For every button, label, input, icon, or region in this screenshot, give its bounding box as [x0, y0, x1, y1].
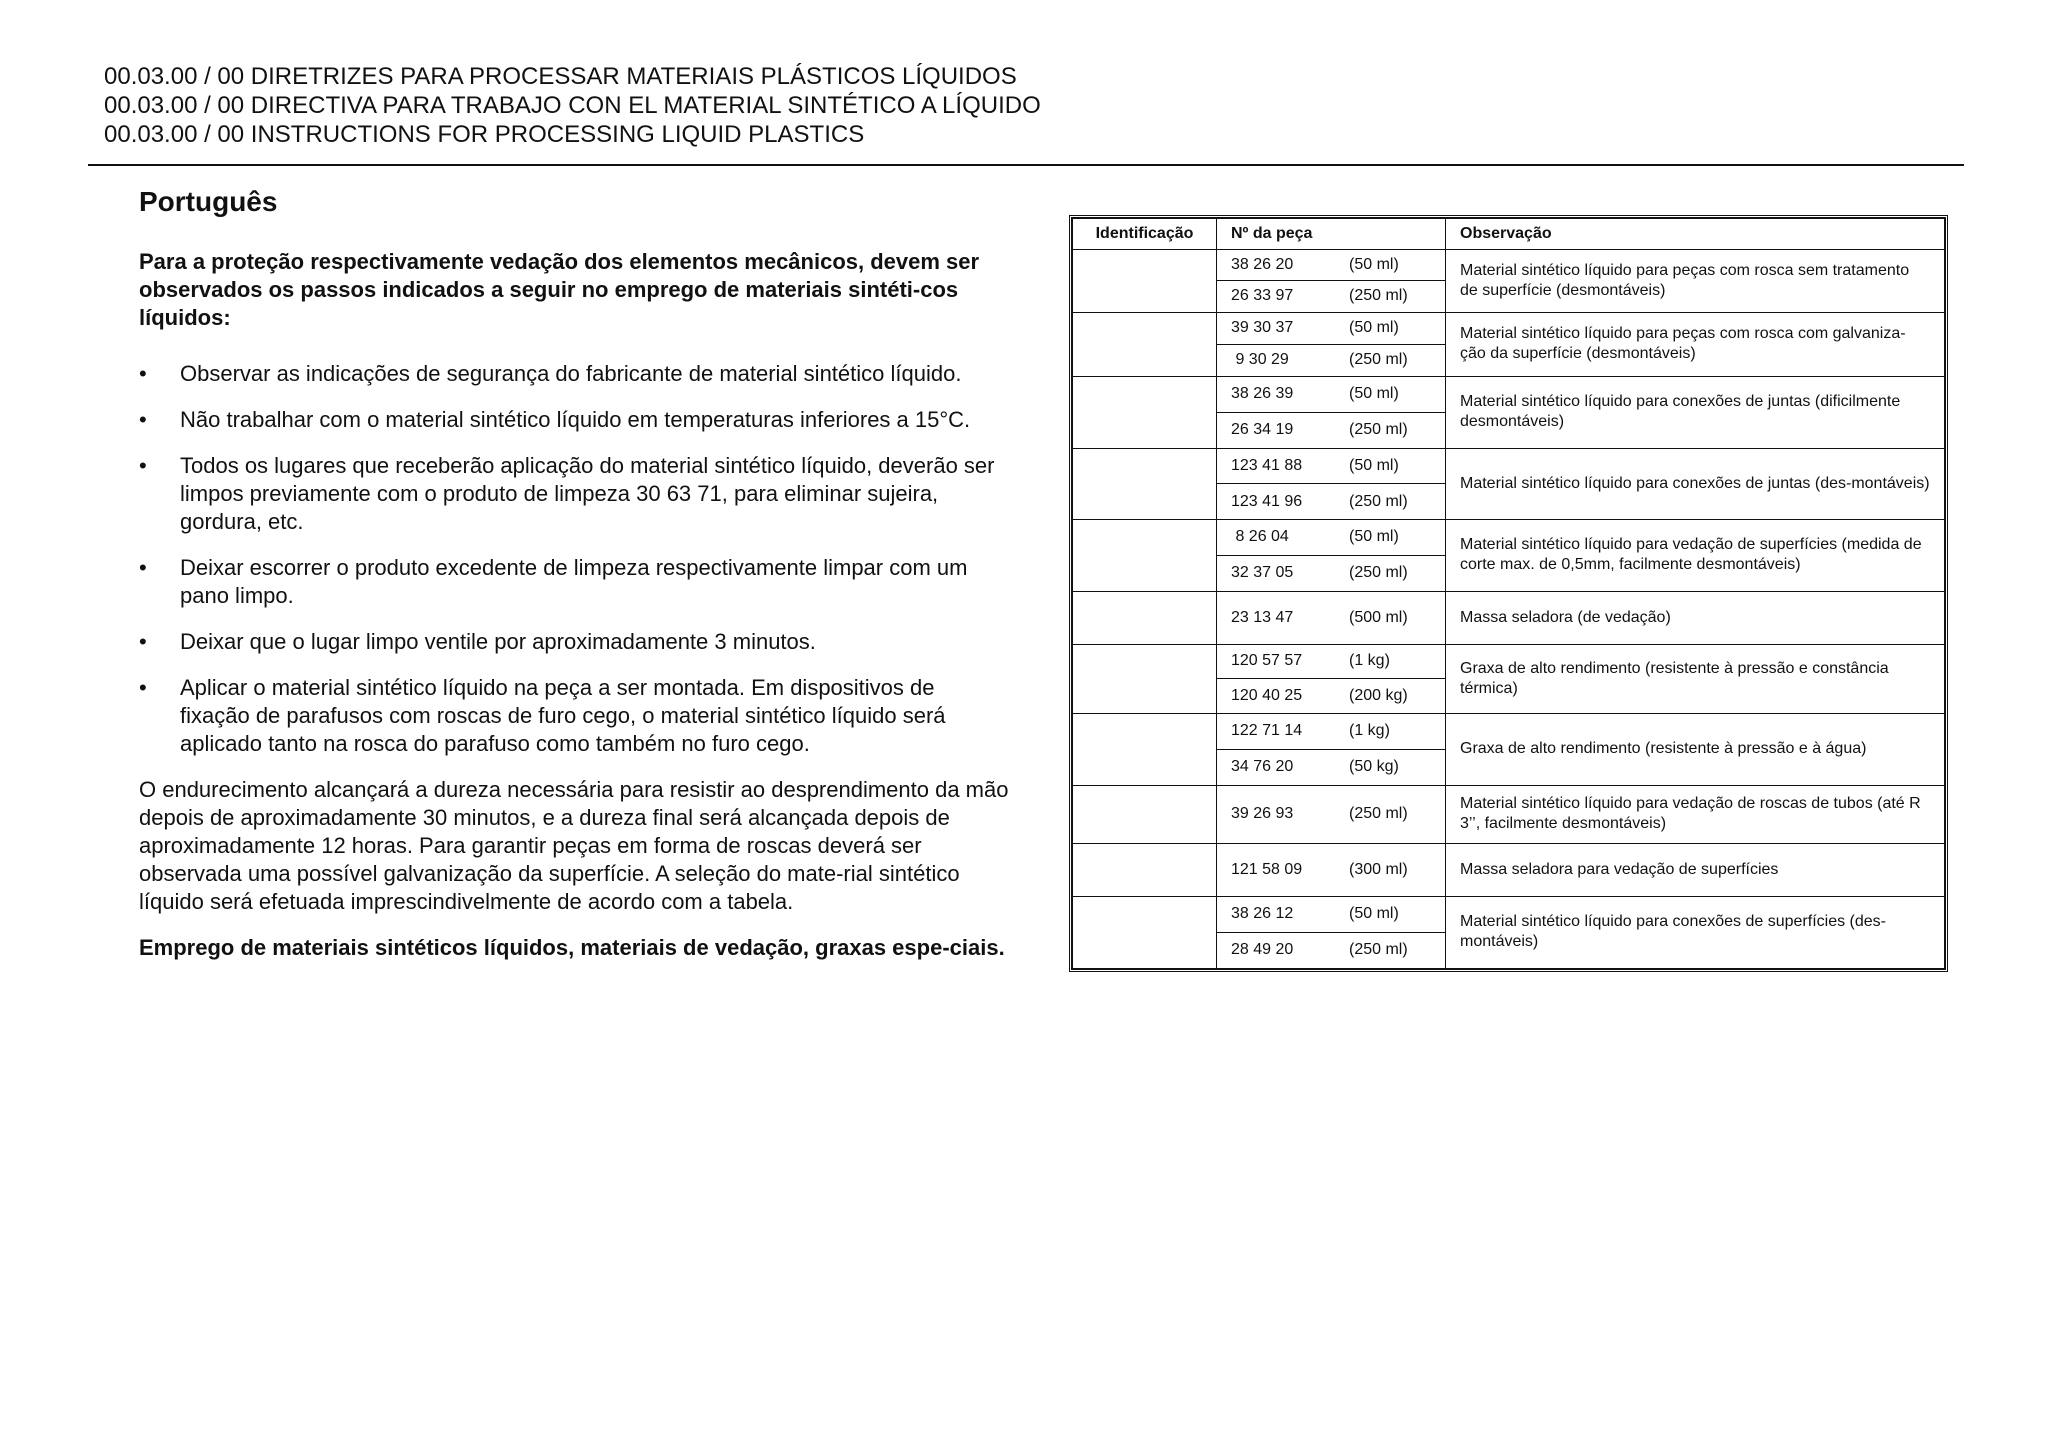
- table-row: [1073, 448, 1945, 520]
- identification-cell: [1073, 448, 1217, 520]
- bullet-icon: •: [139, 361, 147, 386]
- instructions-column: [139, 186, 1009, 962]
- observation-cell: Material sintético líquido para conexões de juntas (des-montáveis): [1446, 448, 1945, 520]
- identification-cell: [1073, 250, 1217, 313]
- part-entry: [1217, 520, 1445, 556]
- identification-cell: [1073, 312, 1217, 377]
- part-quantity: (200 kg): [1349, 687, 1408, 705]
- part-entry: [1217, 645, 1445, 680]
- part-number-cell: [1217, 591, 1446, 644]
- part-quantity: (50 ml): [1349, 319, 1399, 337]
- part-number: 23 13 47: [1231, 608, 1294, 626]
- part-quantity: (250 ml): [1349, 805, 1408, 822]
- materials-table: [1072, 218, 1945, 969]
- bullet-icon: •: [139, 675, 147, 700]
- part-quantity: (250 ml): [1349, 941, 1408, 959]
- part-quantity: (50 ml): [1349, 256, 1399, 274]
- materials-table-frame: [1069, 215, 1948, 972]
- step-text: Aplicar o material sintético líquido na peça a ser montada. Em dispositivos de fixação de parafusos com roscas de furo cego, o material sintético líquido será aplicado tanto na rosca do parafuso como também no furo cego.: [180, 675, 946, 756]
- step-text: Não trabalhar com o material sintético líquido em temperaturas inferiores a 15°C.: [180, 407, 971, 432]
- table-row: [1073, 896, 1945, 969]
- part-number-cell: [1217, 250, 1446, 313]
- part-quantity: (50 ml): [1349, 456, 1399, 474]
- part-quantity: (1 kg): [1349, 652, 1390, 670]
- header-title-en: 00.03.00 / 00 INSTRUCTIONS FOR PROCESSING LIQUID PLASTICS: [104, 121, 865, 148]
- part-entry: [1217, 750, 1445, 785]
- part-number: 8 26 04: [1231, 528, 1289, 546]
- part-entry: [1217, 413, 1445, 448]
- header-divider: [88, 164, 1964, 166]
- table-row: [1073, 312, 1945, 377]
- header-title-pt: 00.03.00 / 00 DIRETRIZES PARA PROCESSAR MATERIAIS PLÁSTICOS LÍQUIDOS: [104, 63, 1017, 90]
- part-quantity: (250 ml): [1349, 492, 1408, 510]
- bullet-icon: •: [139, 407, 147, 432]
- part-quantity: (50 ml): [1349, 385, 1399, 403]
- list-item: [139, 554, 1009, 610]
- table-row: [1073, 591, 1945, 644]
- table-row: [1073, 785, 1945, 843]
- part-number: 121 58 09: [1231, 860, 1303, 878]
- part-quantity: (250 ml): [1349, 564, 1408, 582]
- part-entry: [1217, 345, 1445, 376]
- language-heading: Português: [139, 186, 278, 217]
- list-item: [139, 406, 1009, 434]
- part-entry: [1217, 556, 1445, 591]
- observation-cell: Material sintético líquido para peças com rosca com galvaniza-ção da superfície (desmontáveis): [1446, 312, 1945, 377]
- steps-list: [139, 360, 1009, 758]
- part-number: 38 26 39: [1231, 385, 1294, 403]
- observation-cell: Material sintético líquido para conexões de juntas (dificilmente desmontáveis): [1446, 377, 1945, 449]
- part-number-cell: [1217, 843, 1446, 896]
- part-entry: [1217, 786, 1445, 843]
- observation-cell: Material sintético líquido para peças com rosca sem tratamento de superfície (desmontáveis): [1446, 250, 1945, 313]
- part-quantity: (250 ml): [1349, 351, 1408, 369]
- step-text: Deixar que o lugar limpo ventile por aproximadamente 3 minutos.: [180, 629, 816, 654]
- table-row: [1073, 250, 1945, 313]
- identification-cell: [1073, 591, 1217, 644]
- part-number: 123 41 88: [1231, 456, 1303, 474]
- part-entry: [1217, 250, 1445, 281]
- part-entry: [1217, 714, 1445, 750]
- part-number: 120 40 25: [1231, 687, 1303, 705]
- identification-cell: [1073, 644, 1217, 714]
- part-entry: [1217, 844, 1445, 896]
- part-number-cell: [1217, 644, 1446, 714]
- identification-cell: [1073, 520, 1217, 592]
- table-header-row: [1073, 219, 1945, 250]
- part-entry: [1217, 377, 1445, 413]
- part-number: 38 26 20: [1231, 256, 1294, 274]
- observation-cell: Massa seladora (de vedação): [1446, 591, 1945, 644]
- part-entry: [1217, 592, 1445, 644]
- part-number: 34 76 20: [1231, 758, 1294, 776]
- part-number: 123 41 96: [1231, 492, 1303, 510]
- identification-cell: [1073, 843, 1217, 896]
- table-row: [1073, 843, 1945, 896]
- list-item: [139, 674, 1009, 758]
- document-header: [104, 62, 1041, 149]
- part-entry: [1217, 449, 1445, 485]
- part-number: 26 33 97: [1231, 287, 1294, 305]
- table-body: [1073, 250, 1945, 969]
- part-quantity: (50 ml): [1349, 905, 1399, 923]
- identification-cell: [1073, 377, 1217, 449]
- identification-cell: [1073, 896, 1217, 969]
- observation-cell: Material sintético líquido para vedação de roscas de tubos (até R 3’’, facilmente desmontáveis): [1446, 785, 1945, 843]
- part-entry: [1217, 679, 1445, 713]
- part-number-cell: [1217, 520, 1446, 592]
- part-number: 32 37 05: [1231, 564, 1294, 582]
- table-row: [1073, 520, 1945, 592]
- part-quantity: (50 kg): [1349, 758, 1399, 776]
- part-number: 39 30 37: [1231, 319, 1294, 337]
- part-entry: [1217, 313, 1445, 345]
- part-number: 26 34 19: [1231, 421, 1294, 439]
- part-number: 120 57 57: [1231, 652, 1303, 670]
- identification-cell: [1073, 785, 1217, 843]
- bullet-icon: •: [139, 629, 147, 654]
- intro-paragraph: Para a proteção respectivamente vedação dos elementos mecânicos, devem ser observados os passos indicados a seguir no emprego de materiais sintéti-cos líquidos:: [139, 249, 980, 330]
- part-entry: [1217, 484, 1445, 519]
- part-entry: [1217, 897, 1445, 933]
- table-row: [1073, 714, 1945, 786]
- part-number: 28 49 20: [1231, 941, 1294, 959]
- column-header-part-number: Nº da peça: [1217, 219, 1446, 250]
- observation-cell: Massa seladora para vedação de superfícies: [1446, 843, 1945, 896]
- part-quantity: (250 ml): [1349, 287, 1408, 305]
- column-header-identification: Identificação: [1073, 219, 1217, 250]
- part-number-cell: [1217, 448, 1446, 520]
- part-number: 122 71 14: [1231, 722, 1303, 740]
- part-quantity: (1 kg): [1349, 722, 1390, 740]
- part-number-cell: [1217, 377, 1446, 449]
- table-row: [1073, 644, 1945, 714]
- observation-cell: Graxa de alto rendimento (resistente à pressão e à água): [1446, 714, 1945, 786]
- part-number-cell: [1217, 312, 1446, 377]
- part-entry: [1217, 281, 1445, 311]
- part-number: 9 30 29: [1231, 351, 1289, 369]
- header-title-es: 00.03.00 / 00 DIRECTIVA PARA TRABAJO CON EL MATERIAL SINTÉTICO A LÍQUIDO: [104, 92, 1041, 119]
- part-quantity: (250 ml): [1349, 421, 1408, 439]
- table-caption: Emprego de materiais sintéticos líquidos, materiais de vedação, graxas espe-ciais.: [139, 935, 1005, 960]
- step-text: Todos os lugares que receberão aplicação do material sintético líquido, deverão ser limpos previamente com o produto de limpeza 30 63 71, para eliminar sujeira, gordura, etc.: [180, 453, 995, 534]
- list-item: [139, 360, 1009, 388]
- observation-cell: Graxa de alto rendimento (resistente à pressão e constância térmica): [1446, 644, 1945, 714]
- bullet-icon: •: [139, 453, 147, 478]
- bullet-icon: •: [139, 555, 147, 580]
- observation-cell: Material sintético líquido para conexões de superfícies (des-montáveis): [1446, 896, 1945, 969]
- part-number-cell: [1217, 896, 1446, 969]
- list-item: [139, 628, 1009, 656]
- identification-cell: [1073, 714, 1217, 786]
- part-number: 38 26 12: [1231, 905, 1294, 923]
- part-entry: [1217, 933, 1445, 968]
- part-quantity: (50 ml): [1349, 528, 1399, 546]
- step-text: Observar as indicações de segurança do fabricante de material sintético líquido.: [180, 361, 962, 386]
- observation-cell: Material sintético líquido para vedação de superfícies (medida de corte max. de 0,5mm, facilmente desmontáveis): [1446, 520, 1945, 592]
- step-text: Deixar escorrer o produto excedente de limpeza respectivamente limpar com um pano limpo.: [180, 555, 968, 608]
- list-item: [139, 452, 1009, 536]
- part-number: 39 26 93: [1231, 805, 1294, 822]
- part-number-cell: [1217, 714, 1446, 786]
- part-quantity: (500 ml): [1349, 608, 1408, 626]
- table-row: [1073, 377, 1945, 449]
- column-header-observation: Observação: [1446, 219, 1945, 250]
- part-quantity: (300 ml): [1349, 860, 1408, 878]
- part-number-cell: [1217, 785, 1446, 843]
- curing-paragraph: O endurecimento alcançará a dureza necessária para resistir ao desprendimento da mão depois de aproximadamente 30 minutos, e a dureza final será alcançada depois de aproximadamente 12 horas. Para garantir peças em forma de roscas deverá ser observada uma possível galvanização da superfície. A seleção do mate-rial sintético líquido será efetuada imprescindivelmente de acordo com a tabela.: [139, 777, 1009, 914]
